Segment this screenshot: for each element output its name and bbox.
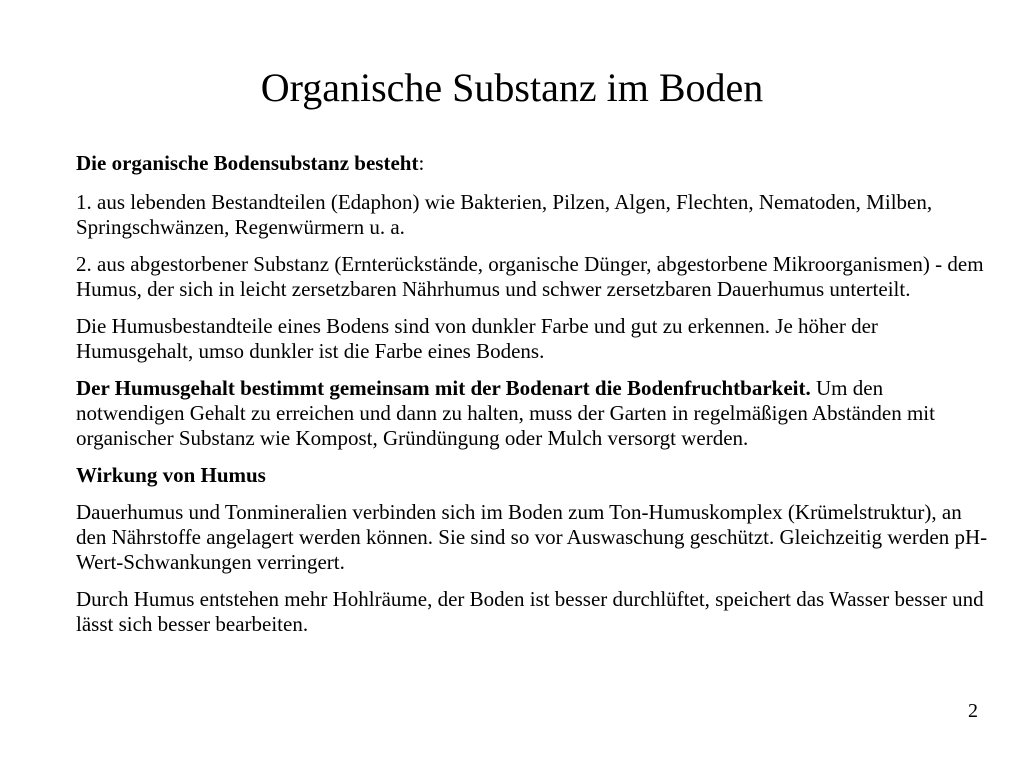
intro-heading [76,151,996,176]
paragraph-clay-humus-complex: Dauerhumus und Tonmineralien verbinden sich im Boden zum Ton-Humuskomplex (Krümelstruktur), an den Nährstoffe angelagert werden können. Sie sind so vor Auswaschung geschützt. Gleichzeitig werden pH-Wert-Schwankungen verringert. [76,500,988,574]
slide-body [76,151,996,637]
soil-fertility-bold-statement: Der Humusgehalt bestimmt gemeinsam mit der Bodenart die Bodenfruchtbarkeit. [76,376,811,400]
subheading-humus-effect: Wirkung von Humus [76,463,266,487]
list-item-living-components: 1. aus lebenden Bestandteilen (Edaphon) wie Bakterien, Pilzen, Algen, Flechten, Nematoden, Milben, Springschwänzen, Regenwürmern u. a. [76,190,933,239]
intro-heading-colon: : [418,151,425,175]
slide-title: Organische Substanz im Boden [260,65,764,110]
intro-heading-bold: Die organische Bodensubstanz besteht [76,151,419,175]
soil-fertility-rest: Um den notwendigen Gehalt zu erreichen und dann zu halten, muss der Garten in regelmäßigen Abständen mit organischer Substanz wie Kompost, Gründüngung oder Mulch versorgt werden. [76,376,935,450]
paragraph-humus-color: Die Humusbestandteile eines Bodens sind von dunkler Farbe und gut zu erkennen. Je höher der Humusgehalt, umso dunkler ist die Farbe eines Bodens. [76,314,878,363]
paragraph-soil-fertility [76,376,996,451]
list-item-dead-substance: 2. aus abgestorbener Substanz (Ernterückstände, organische Dünger, abgestorbene Mikroorganismen) - dem Humus, der sich in leicht zersetzbaren Nährhumus und schwer zersetzbaren Dauerhumus unterteilt. [76,252,984,301]
page-number: 2 [968,700,978,722]
paragraph-cavities: Durch Humus entstehen mehr Hohlräume, der Boden ist besser durchlüftet, speichert das Wasser besser und lässt sich besser bearbeiten. [76,587,984,636]
